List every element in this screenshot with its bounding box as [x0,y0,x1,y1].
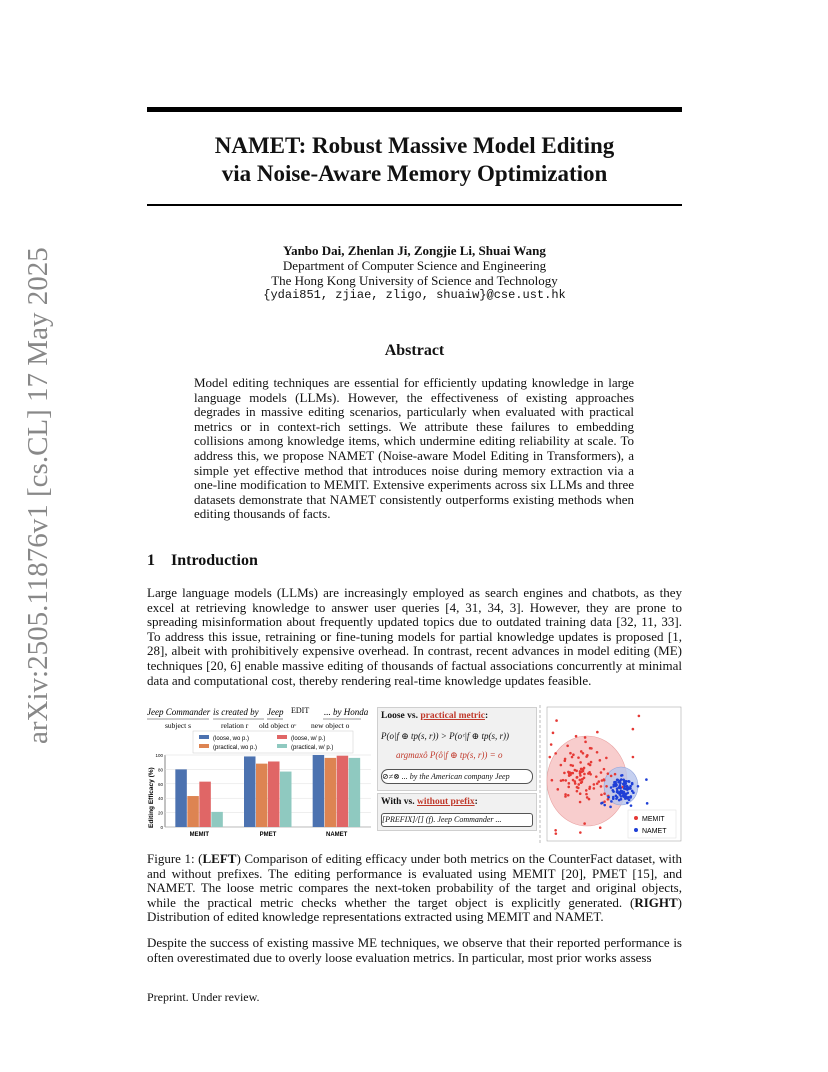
namet-point [646,802,649,805]
namet-point [620,778,623,781]
memit-point [572,753,575,756]
namet-point [610,786,613,789]
namet-point [628,799,631,802]
memit-point [579,831,582,834]
author-block [147,243,682,303]
namet-point [626,792,629,795]
bar-namet-3 [349,758,361,827]
abstract-text: Model editing techniques are essential for efficiently updating knowledge in large language models (LLMs). However, the effectiveness of existing approaches degrades in massive editing scenarios, particularly when evaluated with practical metrics or in context-rich settings. We attribute these failures to embedding collisions among knowledge items, which undermine editing reliability at scale. To address this, we propose NAMET (Noise-aware Model Editing in Transformers), a simple yet effective method that introduces noise during memory extraction via a one-line modification to MEMIT. Extensive experiments across six LLMs and three datasets demonstrate that NAMET consistently outperforms existing methods when editing thousands of facts. [194,375,634,522]
memit-point [552,732,555,735]
scatter-legend-memit: MEMIT [642,816,665,823]
legend-label-4: (practical, w/ p.) [291,745,334,751]
memit-point [600,771,603,774]
memit-point [574,769,577,772]
memit-point [593,787,596,790]
legend-label-2: (loose, w/ p.) [291,736,326,742]
namet-point [630,804,633,807]
memit-point [581,781,584,784]
namet-point [625,796,628,799]
namet-point [619,784,622,787]
namet-point [631,782,634,785]
fig-relation: is created by [213,707,259,717]
loose-metric-panel [377,707,537,791]
memit-point [548,756,551,759]
namet-point [619,792,622,795]
memit-point [580,750,583,753]
memit-point [566,745,569,748]
memit-point [585,793,588,796]
memit-point [568,782,571,785]
section-heading [147,552,258,570]
legend-swatch-4 [277,744,287,748]
fig-new-object: ... by Honda [324,707,369,717]
memit-point [579,792,582,795]
legend-label-1: (loose, wo p.) [213,736,250,742]
prefix-example: [PREFIX]/[] (f). Jeep Commander ... [381,813,533,827]
prefix-panel-title: With vs. without prefix: [381,797,478,807]
memit-point [580,768,583,771]
memit-point [589,764,592,767]
y-tick-label: 0 [160,825,163,830]
memit-point [605,785,608,788]
namet-point [622,795,625,798]
memit-point [564,779,567,782]
practical-formula: argmaxô P(ô|f ⊕ tp(s, r)) = o [396,750,503,760]
namet-point [616,796,619,799]
bar-memit-0 [175,769,187,827]
legend-label-3: (practical, wo p.) [213,745,258,751]
memit-point [564,793,567,796]
memit-point [605,757,608,760]
namet-point [610,800,613,803]
fig-old-label: old object oᶜ [259,721,297,730]
namet-point [620,798,623,801]
namet-point [628,780,631,783]
fig-edit-label: EDIT [291,706,310,715]
memit-point [596,731,599,734]
section-title: Introduction [171,552,258,569]
abstract-heading: Abstract [384,342,445,359]
memit-point [570,764,573,767]
prefix-panel [377,793,537,831]
memit-point [590,761,593,764]
namet-point [630,795,633,798]
memit-point [550,743,553,746]
y-tick-label: 100 [155,753,163,758]
memit-point [579,779,582,782]
memit-point [583,822,586,825]
title-line-1: NAMET: Robust Massive Model Editing [214,133,615,158]
memit-point [563,759,566,762]
namet-point [612,797,615,800]
namet-point [645,778,648,781]
bar-memit-2 [199,782,211,827]
memit-point [600,785,603,788]
loose-metric-title: Loose vs. practical metric: [381,711,489,721]
namet-point [614,785,617,788]
fig-old-object: Jeep [267,707,284,717]
memit-point [555,719,558,722]
memit-point [555,832,558,835]
title-bottom-rule [147,204,682,206]
memit-point [603,792,606,795]
y-tick-label: 80 [157,767,163,773]
section-number: 1 [147,552,155,569]
legend-swatch-1 [199,735,209,739]
author-emails: {ydai851, zjiae, zligo, shuaiw}@cse.ust.hk [263,288,566,302]
fig-subject: Jeep Commander [147,707,211,717]
namet-point [618,787,621,790]
memit-point [569,752,572,755]
memit-point [579,761,582,764]
memit-point [600,793,603,796]
arxiv-side-label: arXiv:2505.11876v1 [cs.CL] 17 May 2025 [22,247,54,744]
memit-point [556,788,559,791]
memit-point [577,787,580,790]
memit-point [587,772,590,775]
memit-point [571,756,574,759]
bar-memit-1 [187,796,199,827]
memit-point [597,780,600,783]
namet-point [626,802,629,805]
memit-point [603,779,606,782]
namet-point [629,785,632,788]
figure-1 [143,703,684,845]
loose-formula: P(o|f ⊕ tp(s, r)) > P(oᶜ|f ⊕ tp(s, r)) [381,731,509,741]
fig-relation-label: relation r [221,721,249,730]
namet-point [609,806,612,809]
jeep-example-pill: ⊘≠⊗ ... by the American company Jeep [381,769,533,784]
memit-point [572,779,575,782]
memit-point [632,728,635,731]
memit-point [554,752,557,755]
fig-new-label: new object o [311,721,350,730]
memit-point [595,775,598,778]
bar-namet-0 [313,755,325,827]
paper-title [147,132,682,188]
memit-point [569,771,572,774]
memit-point [596,782,599,785]
bar-pmet-0 [244,756,256,827]
memit-point [614,773,617,776]
namet-point [620,774,623,777]
memit-point [586,796,589,799]
memit-point [583,773,586,776]
memit-point [585,789,588,792]
memit-point [599,826,602,829]
bar-pmet-3 [280,772,292,827]
memit-point [584,741,587,744]
memit-point [577,783,580,786]
memit-point [596,751,599,754]
title-line-2: via Noise-Aware Memory Optimization [221,161,608,186]
memit-point [586,754,589,757]
memit-point [554,829,557,832]
bar-pmet-2 [268,761,280,827]
memit-point [577,756,580,759]
namet-point [620,795,623,798]
x-tick-label: MEMIT [189,832,210,838]
namet-point [607,796,610,799]
error-icon: ⊘≠⊗ [382,772,400,781]
namet-point [626,787,629,790]
memit-point [576,776,579,779]
memit-point [567,786,570,789]
y-tick-label: 20 [157,810,163,816]
memit-point [560,779,563,782]
bar-memit-3 [211,812,223,827]
memit-point [589,786,592,789]
author-department: Department of Computer Science and Engineering [282,258,547,273]
namet-point [631,790,634,793]
memit-point [551,779,554,782]
namet-point [637,785,640,788]
memit-point [580,770,583,773]
memit-point [593,783,596,786]
memit-point [638,715,641,718]
memit-point [607,772,610,775]
memit-point [603,768,606,771]
author-names: Yanbo Dai, Zhenlan Ji, Zongjie Li, Shuai Wang [283,243,546,258]
legend-swatch-2 [277,735,287,739]
second-paragraph: Despite the success of existing massive ME techniques, we observe that their reported performance is often overestimated due to overly loose evaluation metrics. In particular, most prior works assess [147,935,682,965]
memit-point [560,764,563,767]
chart-ylabel: Editing Efficacy (%) [148,767,155,828]
bar-namet-1 [325,758,337,827]
memit-point [599,759,602,762]
namet-point [616,789,619,792]
memit-point [590,747,593,750]
namet-point [612,790,615,793]
bar-chart-area [155,753,371,838]
memit-point [632,756,635,759]
figure-caption: Figure 1: (LEFT) Comparison of editing efficacy under both metrics on the CounterFact dataset, with and without prefixes. The editing performance is evaluated using MEMIT [20], PMET [15], and NAMET. The loose metric compares the next-token probability of the target and original objects, while the practical metric checks whether the target object is explicitly generated. (RIGHT) Distribution of edited knowledge representations extracted using MEMIT and NAMET. [147,851,682,925]
top-rule [147,107,682,112]
y-tick-label: 60 [157,781,163,787]
memit-point [579,801,582,804]
memit-point [610,775,613,778]
bar-namet-2 [337,756,349,827]
y-tick-label: 40 [157,796,163,802]
memit-point [581,778,584,781]
memit-point [575,735,578,738]
memit-point [563,772,566,775]
namet-point [616,779,619,782]
x-tick-label: PMET [259,832,277,838]
namet-point [600,802,603,805]
intro-paragraph: Large language models (LLMs) are increasingly employed as search engines and chatbots, as they excel at retrieving knowledge to answer user queries [4, 31, 34, 3]. However, they are prone to spreading misinformation about frequently updated topics due to outdated training data [32, 11, 33]. To address this issue, retraining or fine-tuning models for partial knowledge updates is proposed [1, 28], albeit with prohibitively expensive overhead. In contrast, recent advances in model editing (ME) techniques [20, 6] enable massive editing of thousands of factual associations concurrently at minimal data and computational cost, thereby rendering real-time knowledge updates feasible. [147,585,682,688]
memit-point [567,794,570,797]
bar-pmet-1 [256,764,268,827]
namet-point [623,784,626,787]
scatter-legend-namet-dot [634,828,638,832]
author-university: The Hong Kong University of Science and Technology [271,273,558,288]
memit-point [576,790,579,793]
scatter-legend-namet: NAMET [642,828,667,835]
footer-note: Preprint. Under review. [147,990,260,1004]
scatter-legend-memit-dot [634,816,638,820]
fig-subject-label: subject s [165,721,192,730]
namet-point [623,780,626,783]
legend-swatch-3 [199,744,209,748]
memit-point [584,736,587,739]
memit-point [579,774,582,777]
x-tick-label: NAMET [325,832,348,838]
namet-point [603,804,606,807]
